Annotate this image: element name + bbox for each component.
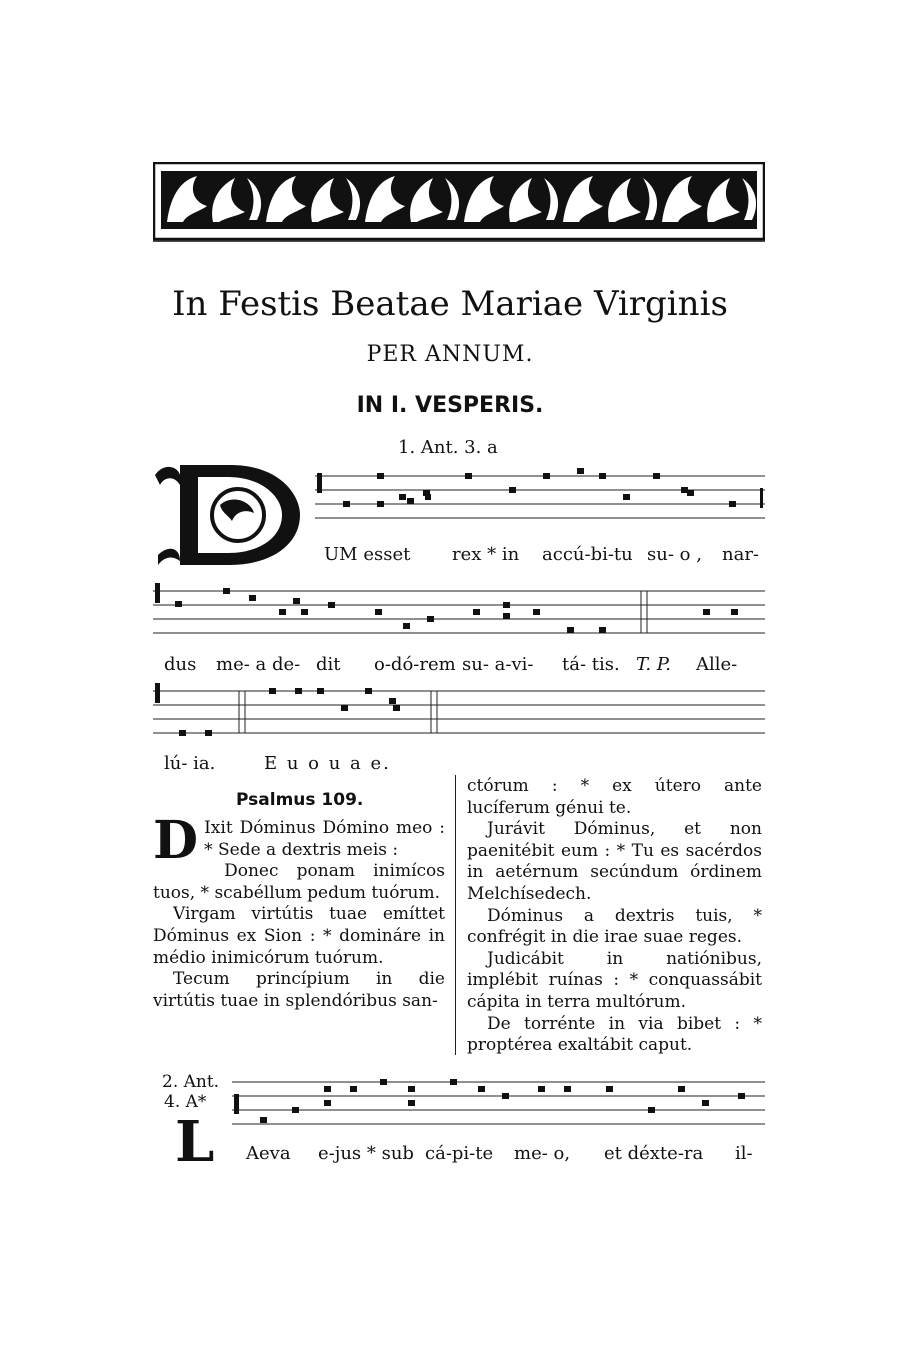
psalm-verse: Dóminus a dextris tuis, * confrégit in die irae suae reges. [467, 905, 762, 948]
syllable: me- o, [514, 1143, 571, 1164]
syllable: accú-bi-tu [542, 544, 633, 565]
syllable: UM esset [324, 544, 411, 565]
antiphon-2-label-line: 4. A* [164, 1092, 207, 1112]
syllable: e-jus * sub [318, 1143, 414, 1164]
psalm-verse: Virgam virtútis tuae emíttet Dóminus ex Sion : * domináre in médio inimicórum tuórum. [153, 904, 445, 968]
ornamental-header-border [153, 162, 765, 242]
psalm-column-left [153, 810, 445, 1012]
lyrics-line-1 [324, 544, 764, 568]
syllable: cá-pi-te [425, 1143, 494, 1164]
chant-staff-1 [315, 468, 765, 530]
syllable: T. P. [636, 654, 671, 675]
euouae: E u o u a e. [264, 753, 391, 774]
antiphon-2-label-line: 2. Ant. [162, 1072, 220, 1092]
page-subtitle: PER ANNUM. [366, 342, 534, 367]
syllable: Aeva [246, 1143, 291, 1164]
lyrics-line-4 [246, 1143, 766, 1167]
syllable: dus [164, 654, 197, 675]
psalm-column-right [467, 776, 762, 1057]
syllable: o-dó-rem [374, 654, 456, 675]
syllable: su- a-vi- [462, 654, 534, 675]
initial-letter-l: L [175, 1109, 215, 1175]
syllable: tá- tis. [562, 654, 620, 675]
syllable: nar- [722, 544, 760, 565]
psalm-verse: ctórum : * ex útero ante lucíferum génui te. [467, 776, 762, 818]
syllable: Alle- [696, 654, 738, 675]
lyrics-line-2 [164, 654, 764, 678]
psalm-verse: Donec ponam inimícos tuos, * scabéllum pedum tuórum. [153, 861, 445, 903]
page-title: In Festis Beatae Mariae Virginis [172, 284, 728, 324]
syllable: rex * in [452, 544, 520, 565]
lyrics-line-3 [164, 753, 464, 777]
decorated-initial-d [150, 455, 305, 570]
psalm-title: Psalmus 109. [236, 790, 364, 810]
psalm-verse: De torrénte in via bibet : * proptérea exaltábit caput. [467, 1013, 762, 1056]
column-divider [455, 775, 456, 1055]
section-heading: IN I. VESPERIS. [356, 393, 544, 418]
syllable: lú- ia. [164, 753, 216, 774]
psalm-verse: Jurávit Dóminus, et non paenitébit eum : * Tu es sacérdos in aetérnum secúndum órdinem Melchísedech. [467, 819, 762, 904]
psalm-first-word: Ixit [204, 818, 233, 838]
antiphon-2-label [162, 1072, 219, 1112]
chant-staff-4 [232, 1072, 765, 1134]
psalm-verse [153, 810, 445, 871]
psalm-verse-text: Dóminus Dómino meo : * Sede a dextris meis : [204, 818, 445, 860]
chant-staff-3 [153, 683, 765, 745]
syllable: il- [735, 1143, 753, 1164]
syllable: dit [316, 654, 341, 675]
psalm-drop-cap: D [153, 810, 199, 871]
chant-staff-2 [153, 583, 765, 643]
psalm-verse: Tecum princípium in die virtútis tuae in splendóribus san- [153, 969, 445, 1011]
syllable: su- o , [647, 544, 702, 565]
syllable: et déxte-ra [604, 1143, 704, 1164]
psalm-verse: Judicábit in natiónibus, implébit ruínas : * conquassábit cápita in terra multórum. [467, 948, 762, 1012]
syllable: me- a de- [216, 654, 301, 675]
antiphon-1-label: 1. Ant. 3. a [398, 437, 498, 458]
